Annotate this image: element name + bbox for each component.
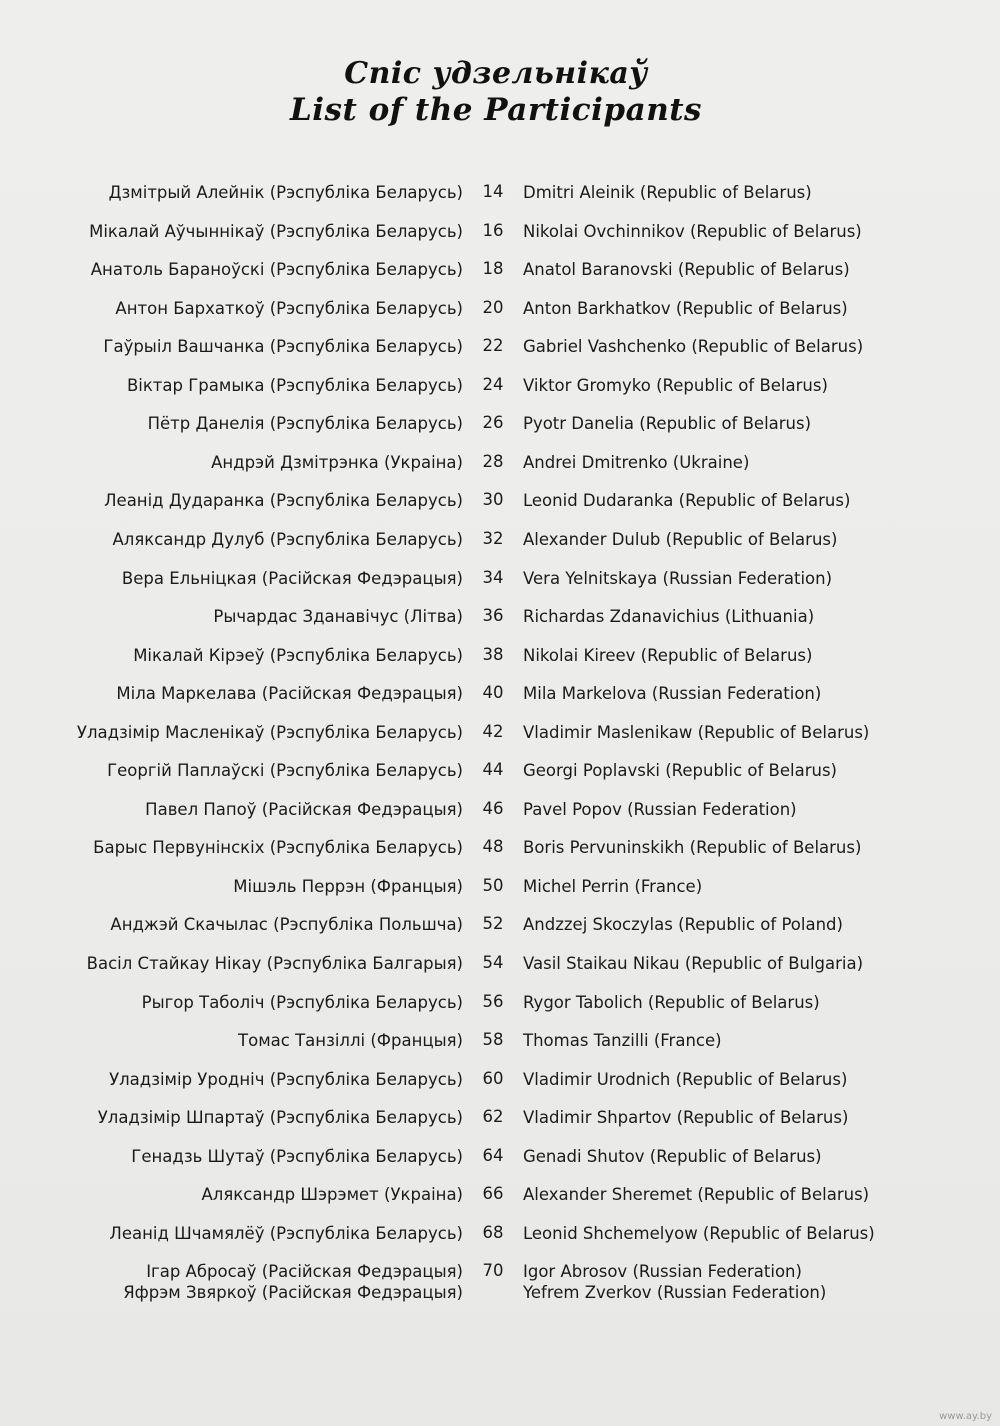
name-line: Пётр Данелія (Рэспубліка Беларусь) [147, 414, 463, 434]
participant-name-belarusian [131, 1146, 463, 1167]
name-line: Віктар Грамыка (Рэспубліка Беларусь) [126, 375, 463, 395]
participant-name-belarusian [127, 375, 463, 396]
name-line: Richardas Zdanavichius (Lithuania) [523, 607, 815, 627]
participant-name-belarusian [115, 298, 463, 319]
name-line: Yefrem Zverkov (Russian Federation) [523, 1283, 827, 1303]
name-line: Мікалай Кірэеў (Рэспубліка Беларусь) [133, 645, 463, 665]
participant-name-belarusian [109, 1223, 463, 1244]
page-number: 60 [482, 1068, 504, 1088]
name-line: Рычардас Зданавічус (Літва) [213, 607, 463, 627]
participant-row [0, 683, 1000, 721]
page-number: 46 [482, 798, 504, 818]
participant-name-english [523, 837, 861, 858]
page-number: 34 [482, 567, 504, 587]
participant-row [0, 1184, 1000, 1222]
name-line: Nikolai Ovchinnikov (Republic of Belarus) [523, 221, 862, 241]
name-line: Леанід Дударанка (Рэспубліка Беларусь) [104, 491, 463, 511]
participant-name-english [523, 953, 863, 974]
participant-name-belarusian [104, 490, 463, 511]
participant-name-belarusian [123, 1261, 463, 1303]
participant-row [0, 1261, 1000, 1303]
participant-row [0, 529, 1000, 567]
name-line: Георгій Паплаўскі (Рэспубліка Беларусь) [107, 761, 463, 781]
participant-name-belarusian [145, 799, 463, 820]
participant-name-english [523, 298, 848, 319]
participant-name-english [523, 336, 863, 357]
name-line: Igor Abrosov (Russian Federation) [523, 1262, 802, 1282]
participant-name-english [523, 606, 814, 627]
participant-row [0, 221, 1000, 259]
participant-name-belarusian [98, 1107, 463, 1128]
participant-name-english [523, 1069, 847, 1090]
name-line: Andrei Dmitrenko (Ukraine) [523, 452, 750, 472]
page-number: 40 [482, 683, 504, 703]
name-line: Генадзь Шутаў (Рэспубліка Беларусь) [131, 1146, 463, 1166]
name-line: Pavel Popov (Russian Federation) [523, 799, 797, 819]
title-english: List of the Participants [289, 92, 703, 128]
participant-name-belarusian [89, 221, 463, 242]
participant-name-english [523, 1107, 848, 1128]
participant-row [0, 799, 1000, 837]
name-line: Boris Pervuninskikh (Republic of Belarus) [523, 838, 862, 858]
page-number: 14 [482, 182, 504, 201]
page-number: 30 [482, 490, 504, 510]
participant-name-english [523, 914, 843, 935]
participant-name-belarusian [211, 452, 463, 473]
name-line: Alexander Dulub (Republic of Belarus) [523, 529, 838, 549]
name-line: Vasil Staikau Nikau (Republic of Bulgaria) [523, 954, 864, 973]
participant-row [0, 645, 1000, 683]
participant-name-belarusian [213, 606, 463, 627]
name-line: Leonid Dudaranka (Republic of Belarus) [523, 491, 851, 511]
name-line: Васіл Стайкау Нікау (Рэспубліка Балгарыя) [86, 954, 463, 973]
name-line: Alexander Sheremet (Republic of Belarus) [523, 1185, 870, 1205]
participant-name-english [523, 529, 837, 550]
page-number: 54 [482, 953, 504, 972]
participant-row [0, 182, 1000, 220]
name-line: Andzzej Skoczylas (Republic of Poland) [523, 915, 843, 935]
participant-name-belarusian [233, 876, 463, 897]
participant-name-english [523, 182, 812, 203]
participant-row [0, 722, 1000, 760]
page-number: 64 [482, 1145, 504, 1165]
name-line: Thomas Tanzilli (France) [523, 1031, 722, 1051]
page-number: 42 [482, 721, 504, 741]
page-number: 32 [482, 528, 504, 548]
participant-row [0, 452, 1000, 490]
participant-name-english [523, 259, 850, 280]
name-line: Дзмітрый Алейнік (Рэспубліка Беларусь) [108, 183, 463, 202]
page-number: 16 [482, 220, 504, 240]
page-number: 50 [482, 875, 504, 895]
participant-name-belarusian [110, 914, 463, 935]
participant-name-english [523, 1223, 875, 1244]
name-line: Мішэль Перрэн (Францыя) [233, 876, 463, 896]
participant-name-belarusian [103, 336, 463, 357]
participant-name-belarusian [77, 722, 463, 743]
name-line: Анатоль Бараноўскі (Рэспубліка Беларусь) [90, 260, 463, 280]
name-line: Андрэй Дзмітрэнка (Украіна) [211, 452, 463, 472]
participant-name-english [523, 1261, 826, 1303]
participant-row [0, 760, 1000, 798]
page-number: 28 [482, 451, 504, 471]
page-number: 36 [482, 606, 504, 626]
name-line: Анджэй Скачылас (Рэспубліка Польшча) [110, 915, 463, 935]
participant-name-english [523, 683, 821, 704]
name-line: Anton Barkhatkov (Republic of Belarus) [523, 298, 848, 318]
participant-row [0, 336, 1000, 374]
participant-name-belarusian [109, 182, 463, 203]
name-line: Аляксандр Шэрэмет (Украіна) [201, 1185, 463, 1205]
page-number: 18 [482, 259, 504, 279]
participant-row [0, 837, 1000, 875]
participant-row [0, 413, 1000, 451]
name-line: Georgi Poplavski (Republic of Belarus) [523, 761, 837, 781]
participant-name-belarusian [122, 568, 463, 589]
participant-name-english [523, 799, 797, 820]
name-line: Leonid Shchemelyow (Republic of Belarus) [523, 1223, 875, 1243]
page-number: 22 [482, 336, 504, 356]
name-line: Genadi Shutov (Republic of Belarus) [523, 1146, 822, 1166]
participant-name-belarusian [87, 953, 463, 974]
name-line: Барыс Первунінскіх (Рэспубліка Беларусь) [93, 838, 463, 858]
name-line: Яфрэм Звяркоў (Расійская Федэрацыя) [123, 1283, 463, 1303]
name-line: Аляксандр Дулуб (Рэспубліка Беларусь) [112, 529, 463, 549]
name-line: Вера Ельніцкая (Расійская Федэрацыя) [121, 568, 463, 588]
participant-name-english [523, 413, 811, 434]
participant-name-english [523, 1184, 869, 1205]
participant-name-english [523, 221, 862, 242]
participant-row [0, 1223, 1000, 1261]
participant-row [0, 914, 1000, 952]
name-line: Уладзімір Шпартаў (Рэспубліка Беларусь) [97, 1108, 463, 1128]
participant-row [0, 992, 1000, 1030]
participant-name-belarusian [112, 529, 463, 550]
participant-name-belarusian [93, 837, 463, 858]
site-watermark: www.ay.by [939, 1411, 992, 1422]
participant-name-english [523, 876, 702, 897]
participant-name-belarusian [142, 992, 463, 1013]
participant-row [0, 298, 1000, 336]
participant-row [0, 1030, 1000, 1068]
participant-name-english [523, 1146, 822, 1167]
name-line: Dmitri Aleinik (Republic of Belarus) [523, 183, 812, 202]
name-line: Vladimir Maslenikaw (Republic of Belarus) [523, 722, 870, 742]
participant-name-belarusian [116, 683, 463, 704]
name-line: Міла Маркелава (Расійская Федэрацыя) [116, 684, 463, 704]
page-number: 56 [482, 991, 504, 1011]
name-line: Антон Бархаткоў (Рэспубліка Беларусь) [115, 298, 463, 318]
participant-name-english [523, 1030, 722, 1051]
name-line: Павел Папоў (Расійская Федэрацыя) [145, 799, 463, 819]
name-line: Vera Yelnitskaya (Russian Federation) [523, 568, 833, 588]
participant-name-belarusian [238, 1030, 463, 1051]
participant-name-english [523, 992, 820, 1013]
name-line: Ігар Абросаў (Расійская Федэрацыя) [146, 1262, 463, 1282]
page-number: 38 [482, 644, 504, 664]
participant-name-belarusian [133, 645, 463, 666]
participant-row [0, 1107, 1000, 1145]
participant-row [0, 259, 1000, 297]
participant-row [0, 1146, 1000, 1184]
name-line: Vladimir Shpartov (Republic of Belarus) [523, 1108, 849, 1128]
page-number: 70 [482, 1261, 504, 1281]
participant-row [0, 876, 1000, 914]
participant-row [0, 490, 1000, 528]
name-line: Rygor Tabolich (Republic of Belarus) [523, 992, 820, 1012]
page-number: 24 [482, 374, 504, 394]
participant-name-english [523, 490, 850, 511]
participant-name-english [523, 760, 837, 781]
participant-name-english [523, 452, 749, 473]
page-number: 52 [482, 914, 504, 934]
name-line: Уладзімір Уродніч (Рэспубліка Беларусь) [109, 1069, 463, 1089]
page-number: 44 [482, 760, 504, 780]
name-line: Mila Markelova (Russian Federation) [523, 684, 822, 704]
participant-row [0, 606, 1000, 644]
participant-row [0, 1069, 1000, 1107]
name-line: Мікалай Аўчыннікаў (Рэспубліка Беларусь) [89, 221, 463, 241]
participant-name-belarusian [202, 1184, 463, 1205]
name-line: Томас Танзіллі (Францыя) [238, 1031, 463, 1051]
name-line: Гаўрыіл Вашчанка (Рэспубліка Беларусь) [103, 337, 463, 357]
name-line: Gabriel Vashchenko (Republic of Belarus) [523, 337, 864, 357]
participant-name-belarusian [91, 259, 463, 280]
name-line: Viktor Gromyko (Republic of Belarus) [523, 375, 828, 395]
participant-name-belarusian [109, 1069, 463, 1090]
participant-row [0, 375, 1000, 413]
name-line: Nikolai Kireev (Republic of Belarus) [523, 645, 813, 665]
participant-name-belarusian [148, 413, 463, 434]
participant-row [0, 568, 1000, 606]
page-number: 20 [482, 297, 504, 317]
participant-name-belarusian [107, 760, 463, 781]
name-line: Уладзімір Масленікаў (Рэспубліка Беларусь) [76, 722, 463, 742]
page-number: 62 [482, 1107, 504, 1127]
name-line: Michel Perrin (France) [523, 876, 703, 896]
title-belarusian: Спіс удзельнікаў [344, 56, 648, 91]
page-number: 48 [482, 837, 504, 857]
participant-name-english [523, 722, 869, 743]
page-number: 68 [482, 1222, 504, 1242]
participant-row [0, 953, 1000, 991]
name-line: Леанід Шчамялёў (Рэспубліка Беларусь) [109, 1223, 463, 1243]
page-number: 58 [482, 1030, 504, 1050]
name-line: Pyotr Danelia (Republic of Belarus) [523, 414, 812, 434]
page-number: 26 [482, 413, 504, 433]
name-line: Vladimir Urodnich (Republic of Belarus) [523, 1069, 848, 1089]
participant-name-english [523, 568, 832, 589]
participant-name-english [523, 645, 812, 666]
name-line: Рыгор Таболіч (Рэспубліка Беларусь) [141, 992, 463, 1012]
page-number: 66 [482, 1184, 504, 1204]
participant-name-english [523, 375, 828, 396]
name-line: Anatol Baranovski (Republic of Belarus) [523, 260, 850, 280]
